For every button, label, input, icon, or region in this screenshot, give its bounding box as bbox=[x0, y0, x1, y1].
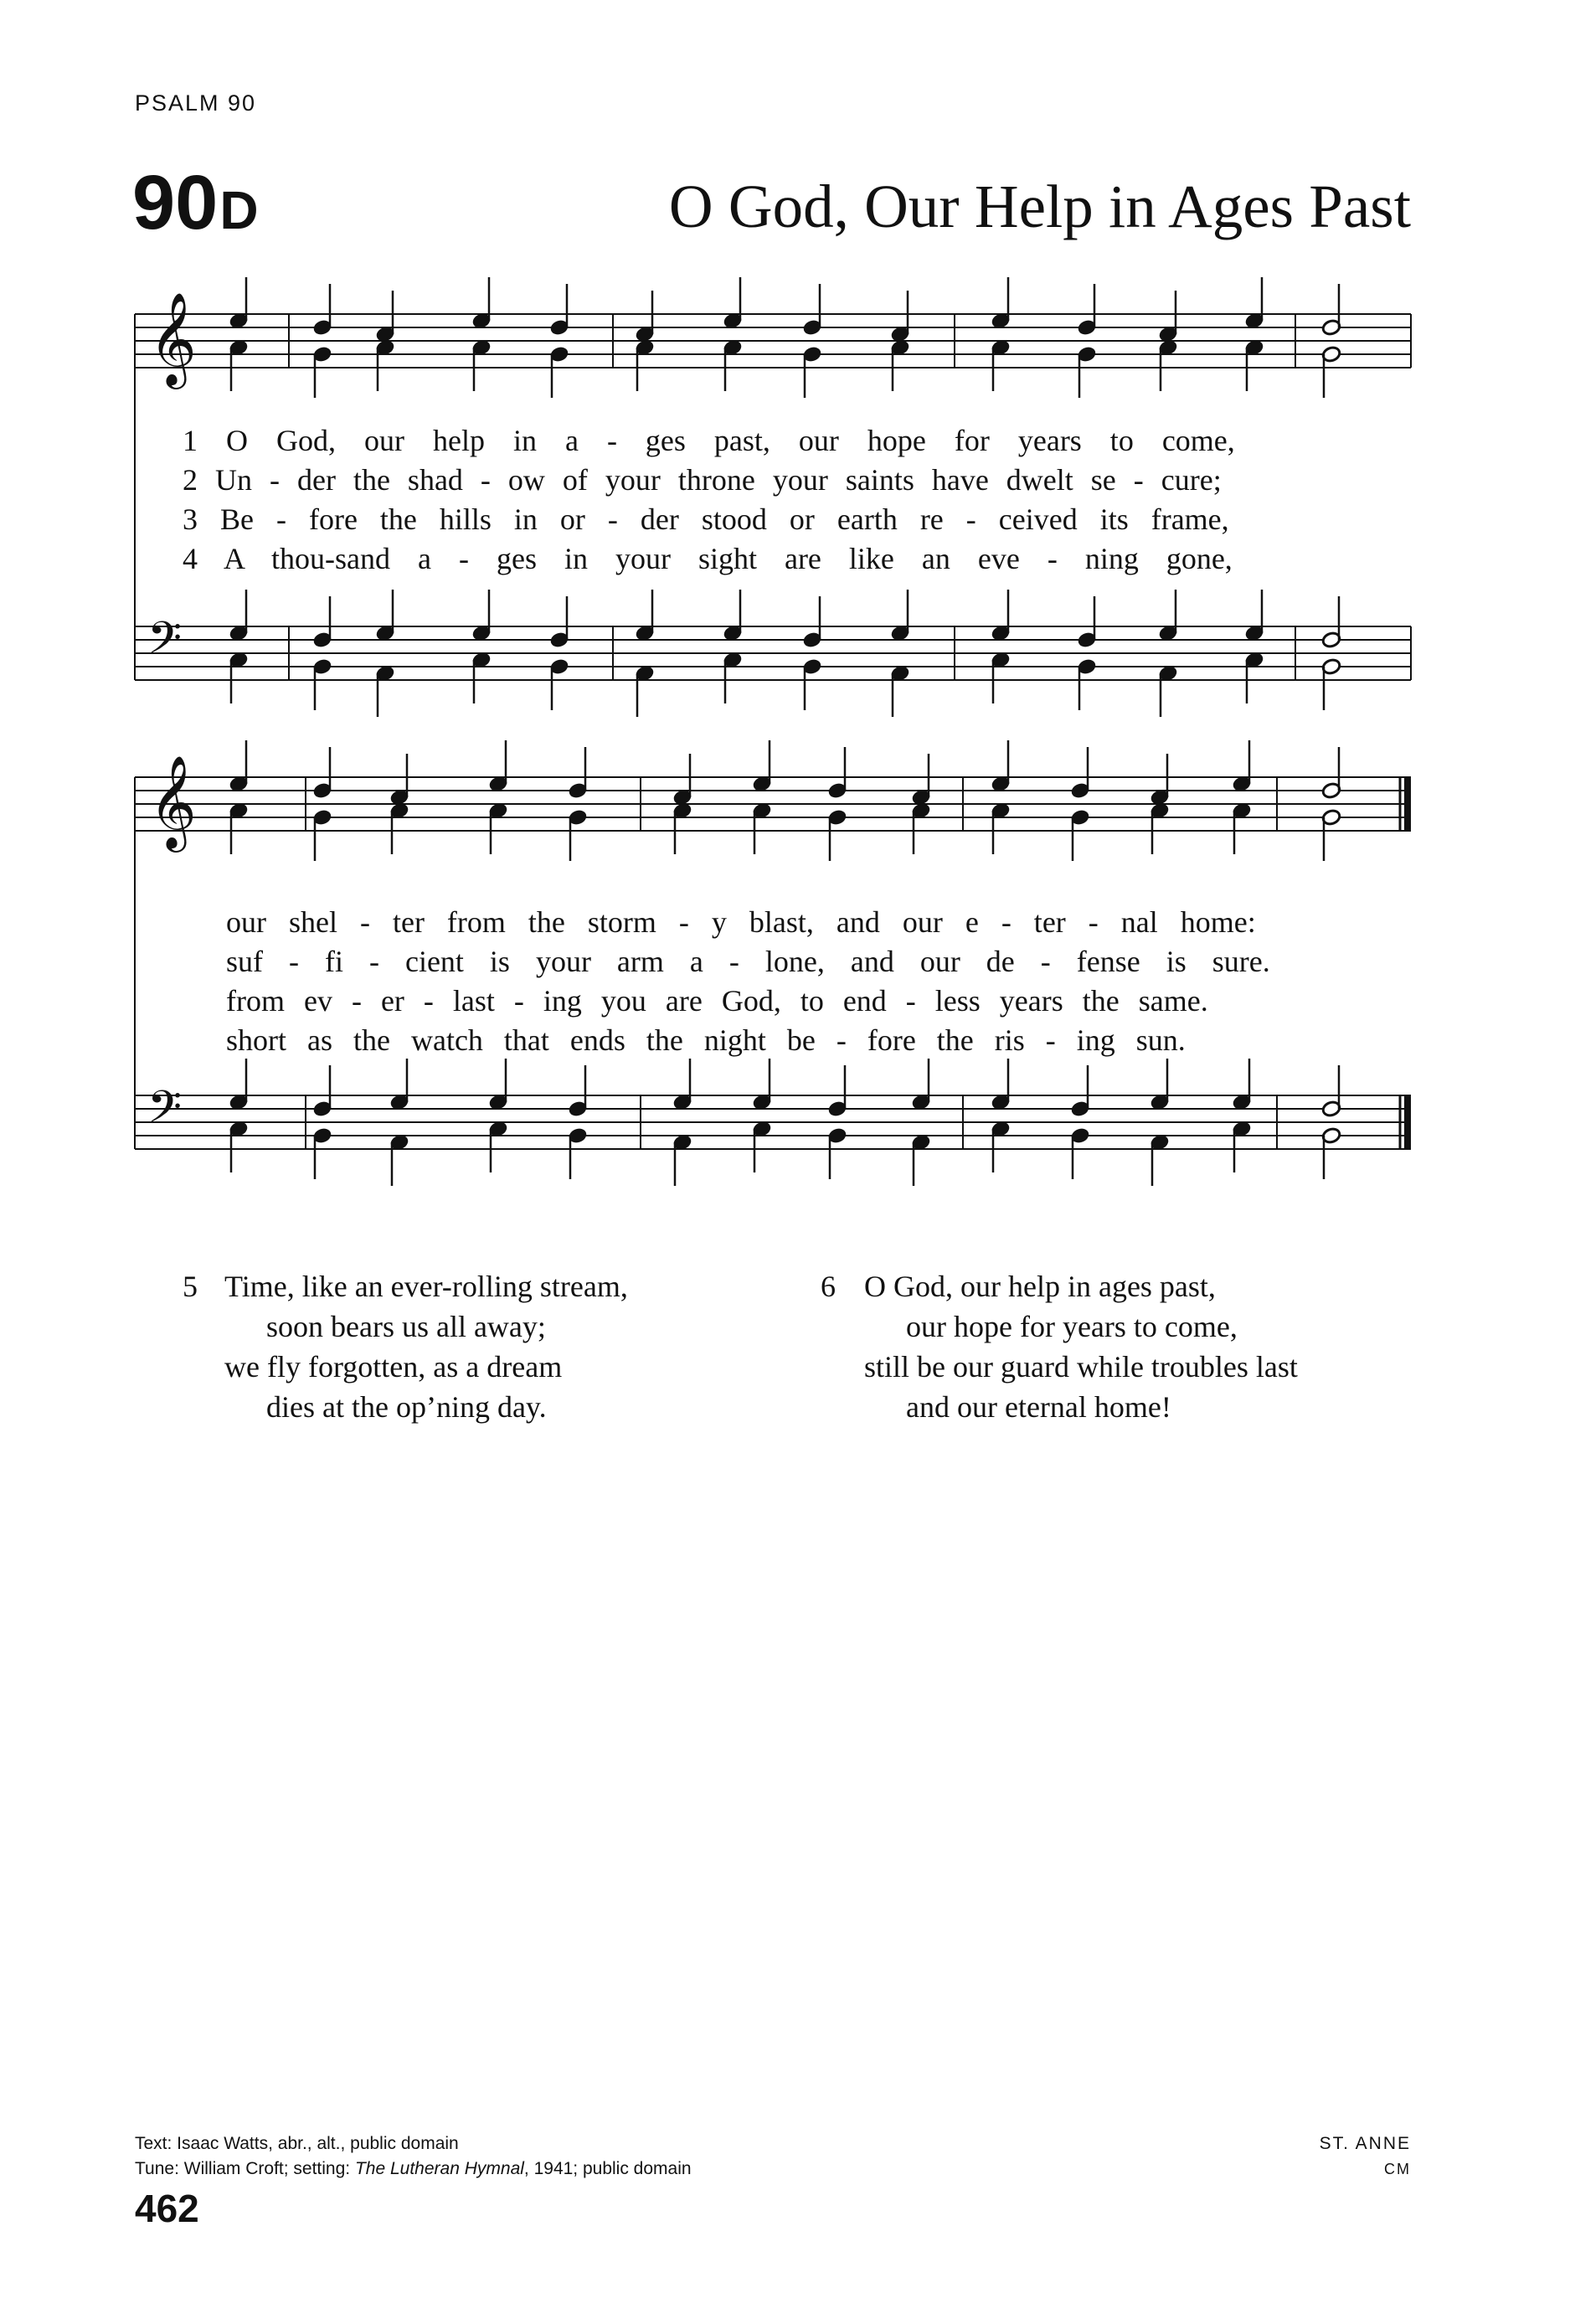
text-credit: Text: Isaac Watts, abr., alt., public domain bbox=[135, 2134, 459, 2153]
system2-lyric-stanza-2: suf - fi - cient is your arm a - lone, and our de - fense is sure. bbox=[226, 945, 1270, 978]
system1-lyric-stanza-4: 4 A thou-sand a - ges in your sight are like an eve - ning gone, bbox=[183, 542, 1233, 575]
bass-clef-icon: 𝄢 bbox=[147, 1082, 183, 1144]
treble-clef-icon: 𝄞 bbox=[149, 755, 197, 848]
system2-lyric-stanza-4: short as the watch that ends the night be - fore the ris - ing sun. bbox=[226, 1023, 1186, 1057]
stanza-number: 5 bbox=[183, 1270, 198, 1303]
stanza-line: we fly forgotten, as a dream bbox=[224, 1350, 563, 1384]
extra-stanza-6 bbox=[821, 1266, 1407, 1434]
stanza-line: soon bears us all away; bbox=[266, 1310, 546, 1343]
tune-credit: Tune: William Croft; setting: The Lutheran Hymnal, 1941; public domain bbox=[135, 2159, 692, 2178]
system2-bass-staff bbox=[135, 1059, 1411, 1186]
system2-lyric-stanza-1: our shel - ter from the storm - y blast, and our e - ter - nal home: bbox=[226, 905, 1256, 939]
stanza-line: Time, like an ever-rolling stream, bbox=[224, 1270, 628, 1303]
running-head: PSALM 90 bbox=[135, 90, 257, 116]
stanza-line: still be our guard while troubles last bbox=[864, 1350, 1298, 1384]
treble-clef-icon: 𝄞 bbox=[149, 291, 197, 385]
hymn-title: O God, Our Help in Ages Past bbox=[668, 173, 1411, 240]
stanza-line: dies at the op’ning day. bbox=[266, 1390, 547, 1424]
tune-name: ST. ANNE bbox=[1319, 2134, 1411, 2153]
hymn-number-suffix: D bbox=[219, 180, 260, 240]
stanza-line: our hope for years to come, bbox=[906, 1310, 1238, 1343]
tune-source: The Lutheran Hymnal bbox=[354, 2159, 524, 2178]
bass-clef-icon: 𝄢 bbox=[147, 613, 183, 675]
system1-bass-staff bbox=[135, 590, 1411, 717]
stanza-number: 6 bbox=[821, 1270, 836, 1303]
system1-lyric-stanza-3: 3 Be - fore the hills in or - der stood or earth re - ceived its frame, bbox=[183, 502, 1229, 536]
page-number: 462 bbox=[135, 2187, 199, 2230]
stanza-line: and our eternal home! bbox=[906, 1390, 1171, 1424]
system2-lyric-stanza-3: from ev - er - last - ing you are God, to end - less years the same. bbox=[226, 984, 1208, 1018]
system1-lyric-stanza-1: 1 O God, our help in a - ges past, our hope for years to come, bbox=[183, 424, 1235, 457]
tune-info bbox=[1320, 2131, 1411, 2182]
credits bbox=[135, 2131, 692, 2182]
extra-stanza-5 bbox=[183, 1266, 718, 1434]
stanza-line: O God, our help in ages past, bbox=[864, 1270, 1216, 1303]
hymn-number-digits: 90 bbox=[132, 160, 219, 245]
meter: CM bbox=[1384, 2161, 1411, 2177]
system1-lyric-stanza-2: 2 Un - der the shad - ow of your throne your saints have dwelt se - cure; bbox=[183, 463, 1222, 497]
